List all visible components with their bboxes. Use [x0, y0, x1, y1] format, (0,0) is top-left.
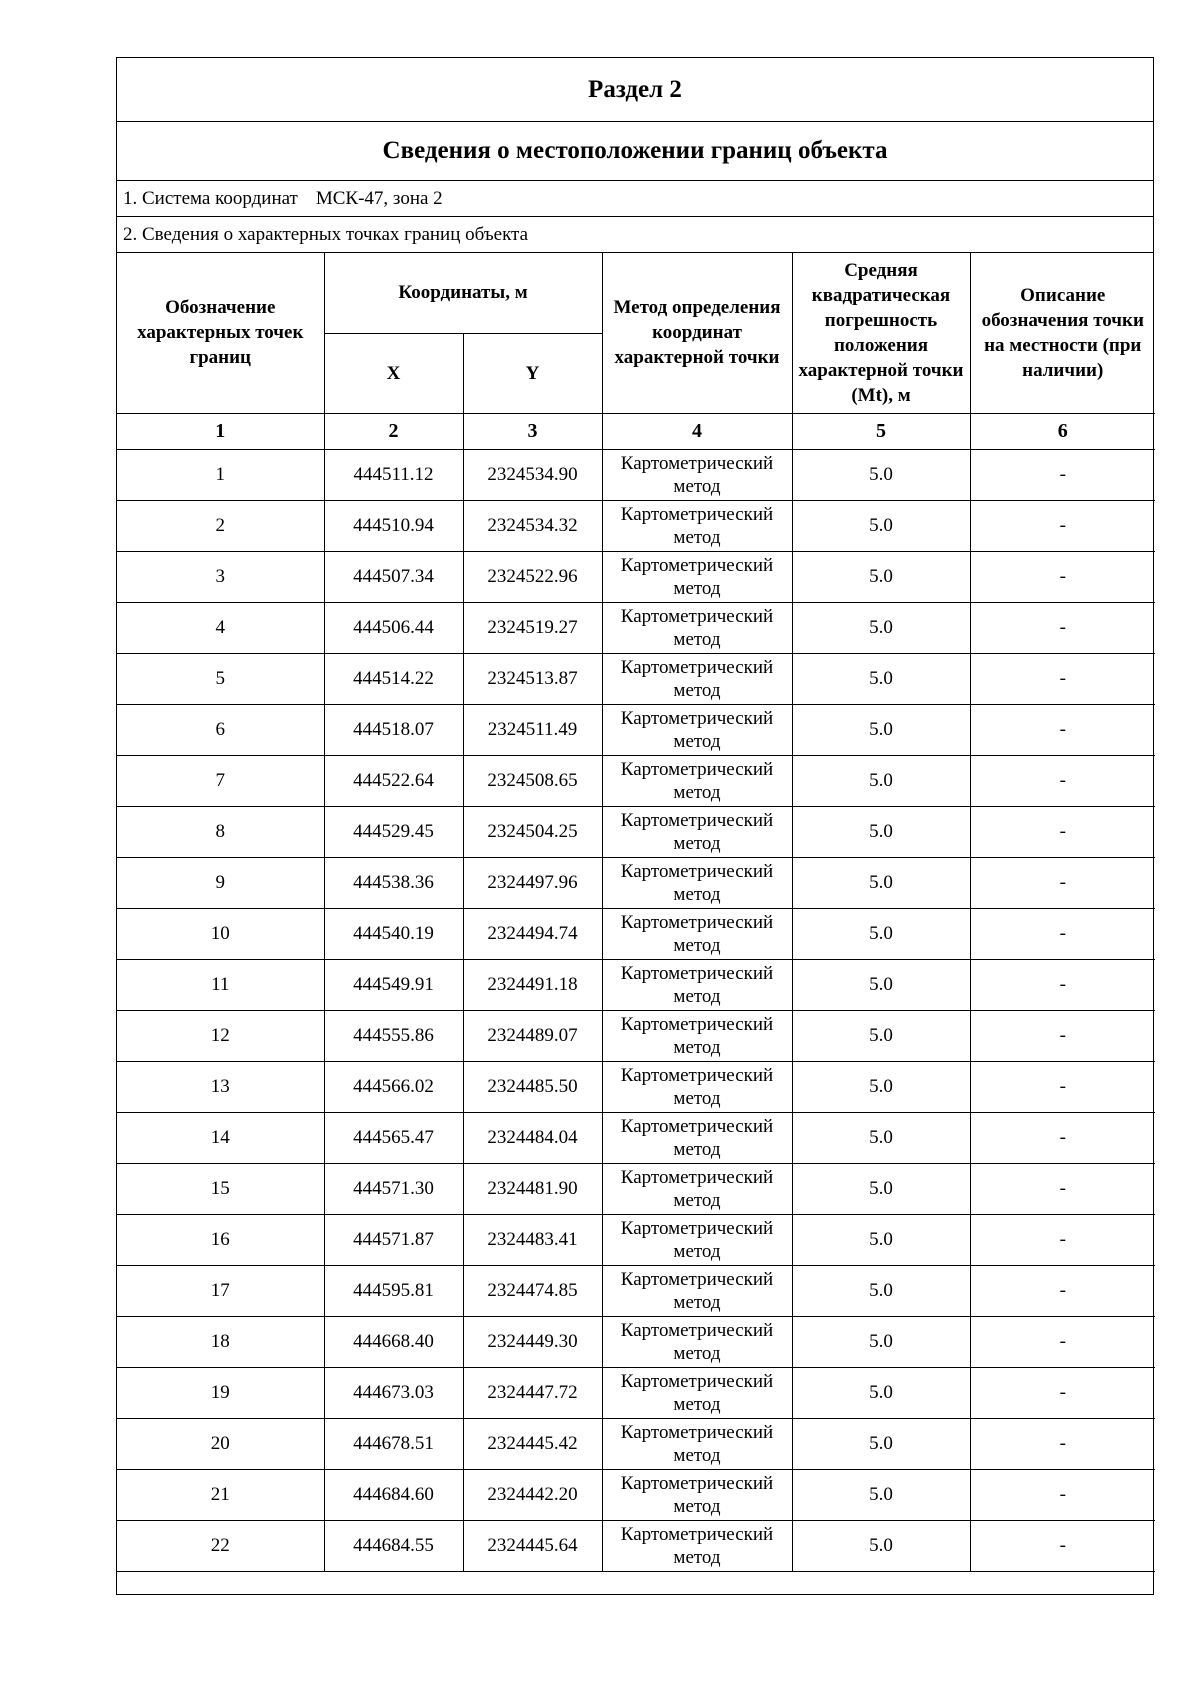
- cell-y: 2324519.27: [463, 602, 602, 653]
- cell-mean-error: 5.0: [792, 602, 970, 653]
- cell-y: 2324513.87: [463, 653, 602, 704]
- table-row: [117, 1214, 1155, 1265]
- column-number: 4: [602, 413, 792, 449]
- table-row: [117, 755, 1155, 806]
- cell-mean-error: 5.0: [792, 857, 970, 908]
- cell-x: 444506.44: [324, 602, 463, 653]
- cell-mean-error: 5.0: [792, 1061, 970, 1112]
- cell-method: Картометрический метод: [602, 755, 792, 806]
- cell-method: Картометрический метод: [602, 857, 792, 908]
- cell-mean-error: 5.0: [792, 1418, 970, 1469]
- column-number: 5: [792, 413, 970, 449]
- cell-mean-error: 5.0: [792, 1520, 970, 1571]
- points-heading: 2. Сведения о характерных точках границ объекта: [117, 217, 1153, 253]
- cell-y: 2324447.72: [463, 1367, 602, 1418]
- header-coordinates: Координаты, м: [324, 253, 602, 333]
- cell-description: -: [970, 500, 1155, 551]
- cell-description: -: [970, 857, 1155, 908]
- cell-x: 444668.40: [324, 1316, 463, 1367]
- cell-method: Картометрический метод: [602, 1418, 792, 1469]
- cell-y: 2324445.64: [463, 1520, 602, 1571]
- cell-mean-error: 5.0: [792, 551, 970, 602]
- cell-point-number: 8: [117, 806, 324, 857]
- cell-description: -: [970, 704, 1155, 755]
- table-row: [117, 1265, 1155, 1316]
- cell-description: -: [970, 1418, 1155, 1469]
- cell-y: 2324442.20: [463, 1469, 602, 1520]
- cell-description: -: [970, 1010, 1155, 1061]
- cell-point-number: 2: [117, 500, 324, 551]
- cell-x: 444678.51: [324, 1418, 463, 1469]
- header-point-designation: Обозначение характерных точек границ: [117, 253, 324, 413]
- cell-mean-error: 5.0: [792, 1214, 970, 1265]
- cell-x: 444538.36: [324, 857, 463, 908]
- header-method: Метод определения координат характерной точки: [602, 253, 792, 413]
- cell-x: 444571.30: [324, 1163, 463, 1214]
- cell-y: 2324534.32: [463, 500, 602, 551]
- cell-y: 2324508.65: [463, 755, 602, 806]
- cell-x: 444566.02: [324, 1061, 463, 1112]
- header-y: Y: [463, 333, 602, 413]
- table-row: [117, 1469, 1155, 1520]
- cell-x: 444507.34: [324, 551, 463, 602]
- cell-y: 2324534.90: [463, 449, 602, 500]
- cell-mean-error: 5.0: [792, 1010, 970, 1061]
- table-row: [117, 551, 1155, 602]
- cell-method: Картометрический метод: [602, 1265, 792, 1316]
- cell-mean-error: 5.0: [792, 1469, 970, 1520]
- cell-x: 444518.07: [324, 704, 463, 755]
- table-row: [117, 1418, 1155, 1469]
- cell-method: Картометрический метод: [602, 1010, 792, 1061]
- cell-point-number: 16: [117, 1214, 324, 1265]
- cell-x: 444522.64: [324, 755, 463, 806]
- coord-system-row: [117, 181, 1153, 217]
- table-row: [117, 1061, 1155, 1112]
- cell-method: Картометрический метод: [602, 1112, 792, 1163]
- cell-description: -: [970, 602, 1155, 653]
- cell-x: 444673.03: [324, 1367, 463, 1418]
- document-sheet: [116, 57, 1154, 1595]
- cell-point-number: 12: [117, 1010, 324, 1061]
- table-row: [117, 1112, 1155, 1163]
- cell-mean-error: 5.0: [792, 1316, 970, 1367]
- cell-x: 444514.22: [324, 653, 463, 704]
- cell-x: 444529.45: [324, 806, 463, 857]
- cell-y: 2324483.41: [463, 1214, 602, 1265]
- table-row: [117, 1520, 1155, 1571]
- cell-point-number: 4: [117, 602, 324, 653]
- cell-description: -: [970, 959, 1155, 1010]
- cell-point-number: 7: [117, 755, 324, 806]
- cell-method: Картометрический метод: [602, 449, 792, 500]
- cell-x: 444510.94: [324, 500, 463, 551]
- cell-description: -: [970, 755, 1155, 806]
- cell-point-number: 6: [117, 704, 324, 755]
- cell-method: Картометрический метод: [602, 1061, 792, 1112]
- cell-description: -: [970, 1214, 1155, 1265]
- cell-method: Картометрический метод: [602, 1316, 792, 1367]
- cell-y: 2324445.42: [463, 1418, 602, 1469]
- header-description: Описание обозначения точки на местности (при наличии): [970, 253, 1155, 413]
- cell-method: Картометрический метод: [602, 1520, 792, 1571]
- cell-point-number: 1: [117, 449, 324, 500]
- cell-x: 444684.55: [324, 1520, 463, 1571]
- table-row: [117, 500, 1155, 551]
- cell-method: Картометрический метод: [602, 1163, 792, 1214]
- cell-point-number: 21: [117, 1469, 324, 1520]
- cell-y: 2324449.30: [463, 1316, 602, 1367]
- cell-point-number: 19: [117, 1367, 324, 1418]
- cell-point-number: 15: [117, 1163, 324, 1214]
- cell-description: -: [970, 653, 1155, 704]
- column-number: 2: [324, 413, 463, 449]
- cell-mean-error: 5.0: [792, 653, 970, 704]
- cell-description: -: [970, 1316, 1155, 1367]
- cell-mean-error: 5.0: [792, 1367, 970, 1418]
- cell-method: Картометрический метод: [602, 551, 792, 602]
- table-row: [117, 959, 1155, 1010]
- cell-method: Картометрический метод: [602, 908, 792, 959]
- cell-mean-error: 5.0: [792, 908, 970, 959]
- table-row: [117, 908, 1155, 959]
- cell-mean-error: 5.0: [792, 755, 970, 806]
- cell-point-number: 22: [117, 1520, 324, 1571]
- cell-method: Картометрический метод: [602, 806, 792, 857]
- cell-mean-error: 5.0: [792, 449, 970, 500]
- cell-x: 444511.12: [324, 449, 463, 500]
- section-subtitle: Сведения о местоположении границ объекта: [117, 122, 1153, 181]
- table-row: [117, 1163, 1155, 1214]
- cell-point-number: 11: [117, 959, 324, 1010]
- table-footer-row: [117, 1571, 1155, 1594]
- cell-x: 444540.19: [324, 908, 463, 959]
- table-row: [117, 857, 1155, 908]
- table-footer-cell: [117, 1571, 1155, 1594]
- cell-y: 2324494.74: [463, 908, 602, 959]
- cell-y: 2324504.25: [463, 806, 602, 857]
- cell-description: -: [970, 449, 1155, 500]
- cell-x: 444571.87: [324, 1214, 463, 1265]
- column-number: 3: [463, 413, 602, 449]
- cell-description: -: [970, 1469, 1155, 1520]
- cell-y: 2324511.49: [463, 704, 602, 755]
- cell-point-number: 20: [117, 1418, 324, 1469]
- points-table-body: [117, 449, 1155, 1571]
- section-title: Раздел 2: [117, 58, 1153, 122]
- cell-method: Картометрический метод: [602, 1214, 792, 1265]
- table-row: [117, 704, 1155, 755]
- cell-method: Картометрический метод: [602, 959, 792, 1010]
- cell-method: Картометрический метод: [602, 602, 792, 653]
- table-row: [117, 449, 1155, 500]
- cell-method: Картометрический метод: [602, 704, 792, 755]
- cell-description: -: [970, 1061, 1155, 1112]
- header-mean-error: Средняя квадратическая погрешность положения характерной точки (Mt), м: [792, 253, 970, 413]
- cell-point-number: 5: [117, 653, 324, 704]
- cell-point-number: 10: [117, 908, 324, 959]
- cell-y: 2324491.18: [463, 959, 602, 1010]
- cell-point-number: 14: [117, 1112, 324, 1163]
- cell-y: 2324489.07: [463, 1010, 602, 1061]
- cell-mean-error: 5.0: [792, 1112, 970, 1163]
- table-row: [117, 1010, 1155, 1061]
- coord-system-label: 1. Система координат: [123, 187, 298, 209]
- cell-y: 2324484.04: [463, 1112, 602, 1163]
- cell-description: -: [970, 1112, 1155, 1163]
- table-row: [117, 602, 1155, 653]
- cell-point-number: 17: [117, 1265, 324, 1316]
- cell-point-number: 9: [117, 857, 324, 908]
- coord-system-value: МСК-47, зона 2: [315, 187, 443, 209]
- cell-method: Картометрический метод: [602, 500, 792, 551]
- table-row: [117, 806, 1155, 857]
- cell-point-number: 13: [117, 1061, 324, 1112]
- cell-mean-error: 5.0: [792, 704, 970, 755]
- table-row: [117, 653, 1155, 704]
- cell-description: -: [970, 806, 1155, 857]
- column-numbers-row: [117, 413, 1155, 449]
- cell-description: -: [970, 1265, 1155, 1316]
- cell-mean-error: 5.0: [792, 806, 970, 857]
- table-row: [117, 1316, 1155, 1367]
- cell-x: 444549.91: [324, 959, 463, 1010]
- cell-mean-error: 5.0: [792, 1163, 970, 1214]
- cell-description: -: [970, 551, 1155, 602]
- cell-method: Картометрический метод: [602, 653, 792, 704]
- cell-x: 444565.47: [324, 1112, 463, 1163]
- cell-point-number: 18: [117, 1316, 324, 1367]
- cell-y: 2324481.90: [463, 1163, 602, 1214]
- cell-y: 2324497.96: [463, 857, 602, 908]
- cell-point-number: 3: [117, 551, 324, 602]
- column-number: 1: [117, 413, 324, 449]
- cell-mean-error: 5.0: [792, 1265, 970, 1316]
- cell-y: 2324485.50: [463, 1061, 602, 1112]
- cell-mean-error: 5.0: [792, 959, 970, 1010]
- points-table: [117, 253, 1155, 1594]
- cell-method: Картометрический метод: [602, 1469, 792, 1520]
- cell-description: -: [970, 908, 1155, 959]
- cell-x: 444684.60: [324, 1469, 463, 1520]
- cell-description: -: [970, 1163, 1155, 1214]
- cell-y: 2324474.85: [463, 1265, 602, 1316]
- cell-method: Картометрический метод: [602, 1367, 792, 1418]
- cell-x: 444555.86: [324, 1010, 463, 1061]
- header-x: X: [324, 333, 463, 413]
- cell-mean-error: 5.0: [792, 500, 970, 551]
- cell-description: -: [970, 1367, 1155, 1418]
- cell-description: -: [970, 1520, 1155, 1571]
- cell-y: 2324522.96: [463, 551, 602, 602]
- table-row: [117, 1367, 1155, 1418]
- cell-x: 444595.81: [324, 1265, 463, 1316]
- column-number: 6: [970, 413, 1155, 449]
